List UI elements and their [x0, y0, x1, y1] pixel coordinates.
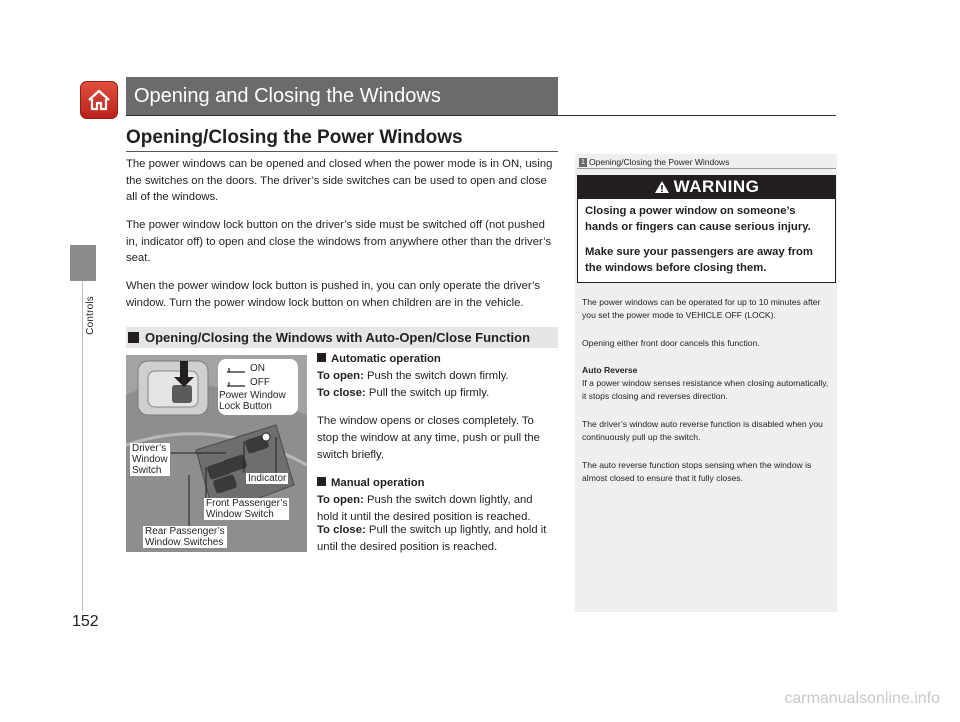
auto-reverse-title: Auto Reverse	[582, 365, 638, 375]
auto-close-instruction: To close: Pull the switch up firmly.	[317, 387, 490, 399]
subsection-header	[126, 327, 558, 348]
note-text-stop-sensing: The auto reverse function stops sensing when the window is almost closed to ensure that it fully closes.	[582, 460, 812, 483]
off-switch-icon	[226, 379, 246, 387]
window-switch-illustration	[126, 355, 307, 552]
header-rule	[126, 115, 836, 116]
sidebar-tab-block[interactable]	[70, 245, 96, 281]
drivers-switch-label: Driver’s Window Switch	[132, 443, 168, 476]
page-number: 152	[72, 613, 99, 630]
warning-line-1: Closing a power window on someone’s hands or fingers can cause serious injury.	[585, 205, 811, 233]
sidebar-divider	[82, 281, 83, 611]
note-text-operation-time: The power windows can be operated for up to 10 minutes after you set the power mode to VEHICLE OFF (LOCK).	[582, 297, 821, 320]
note-text-door-cancel: Opening either front door cancels this function.	[582, 338, 760, 348]
auto-reverse-text: If a power window senses resistance when closing automatically, it stops closing and reverses direction.	[582, 378, 829, 401]
auto-open-instruction: To open: Push the switch down firmly.	[317, 370, 509, 382]
sidebar-section-label[interactable]: Controls	[85, 296, 96, 335]
square-bullet-icon	[128, 332, 139, 343]
manual-open-instruction: To open: Push the switch down lightly, and hold it until the desired position is reached.	[317, 494, 533, 523]
on-switch-icon	[226, 365, 246, 373]
intro-paragraph-3: When the power window lock button is pushed in, you can only operate the driver’s window. Turn the power window lock button on when children are in the vehicle.	[126, 280, 541, 309]
section-rule	[126, 151, 558, 152]
home-button[interactable]	[80, 81, 118, 119]
note-text-driver-disabled: The driver’s window auto reverse function is disabled when you continuously pull up the switch.	[582, 419, 823, 442]
automatic-operation-heading: Automatic operation	[317, 351, 557, 368]
square-bullet-icon	[317, 353, 326, 362]
watermark: carmanualsonline.info	[784, 690, 940, 707]
lock-button-label: Power Window Lock Button	[219, 390, 286, 412]
square-bullet-icon	[317, 477, 326, 486]
front-passenger-label: Front Passenger’s Window Switch	[206, 498, 288, 520]
off-indicator: OFF	[226, 377, 270, 388]
warning-header: WARNING	[577, 175, 836, 199]
warning-triangle-icon	[654, 180, 670, 194]
page-header: Opening and Closing the Windows	[126, 77, 558, 115]
rear-passenger-label: Rear Passenger’s Window Switches	[145, 526, 225, 548]
auto-operation-note: The window opens or closes completely. To stop the window at any time, push or pull the switch briefly.	[317, 415, 540, 461]
manual-close-instruction: To close: Pull the switch up lightly, and hold it until the desired position is reached.	[317, 524, 547, 553]
intro-paragraph-2: The power window lock button on the driver’s side must be switched off (not pushed in, indicator off) to open and close the windows from anywhere other than the driver’s seat.	[126, 219, 552, 264]
subsection-title: Opening/Closing the Windows with Auto-Open/Close Function	[145, 330, 531, 345]
on-indicator: ON	[226, 363, 265, 374]
manual-operation-heading: Manual operation	[317, 475, 557, 492]
side-note-rule	[577, 168, 836, 169]
intro-paragraph-1: The power windows can be opened and closed when the power mode is in ON, using the switches on the doors. The driver’s side switches can be used to open and close all of the windows.	[126, 158, 553, 203]
warning-line-2: Make sure your passengers are away from the windows before closing them.	[585, 246, 813, 274]
indicator-label: Indicator	[248, 473, 287, 484]
side-note-heading[interactable]: 1 Opening/Closing the Power Windows	[579, 157, 729, 167]
section-title: Opening/Closing the Power Windows	[126, 127, 463, 148]
home-icon	[86, 88, 112, 112]
reference-number-icon: 1	[579, 158, 587, 167]
